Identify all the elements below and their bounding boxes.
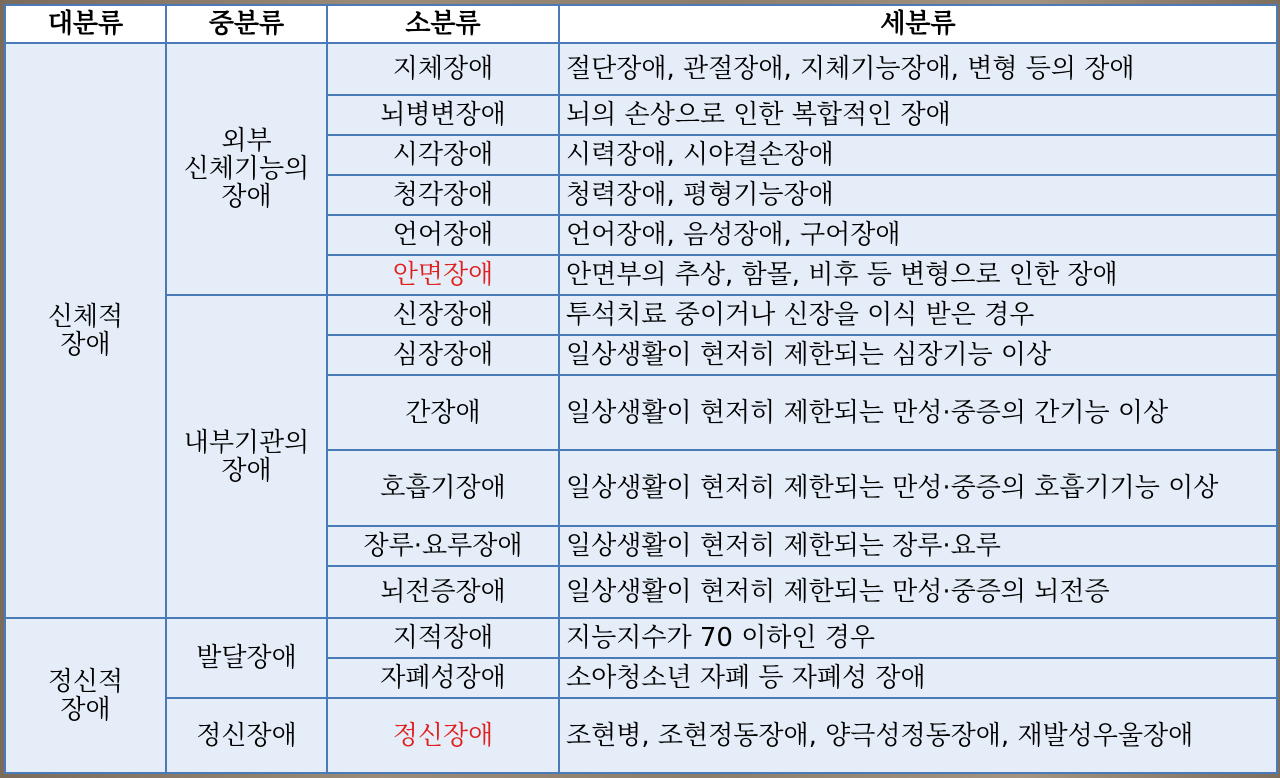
sub-cell: 뇌병변장애	[327, 95, 559, 135]
detail-cell: 안면부의 추상, 함몰, 비후 등 변형으로 인한 장애	[559, 255, 1277, 295]
sub-cell: 뇌전증장애	[327, 566, 559, 618]
sub-cell: 심장장애	[327, 335, 559, 375]
detail-cell: 투석치료 중이거나 신장을 이식 받은 경우	[559, 295, 1277, 335]
detail-cell: 뇌의 손상으로 인한 복합적인 장애	[559, 95, 1277, 135]
disability-classification-table	[4, 4, 1278, 774]
detail-cell: 일상생활이 현저히 제한되는 심장기능 이상	[559, 335, 1277, 375]
header-major: 대분류	[5, 5, 166, 43]
header-row	[5, 5, 1277, 43]
sub-cell-highlighted: 안면장애	[327, 255, 559, 295]
group-psychiatric: 정신장애	[166, 698, 327, 773]
header-detail: 세분류	[559, 5, 1277, 43]
detail-cell: 언어장애, 음성장애, 구어장애	[559, 215, 1277, 255]
detail-cell: 시력장애, 시야결손장애	[559, 135, 1277, 175]
table-row	[5, 43, 1277, 95]
detail-cell: 일상생활이 현저히 제한되는 만성·중증의 호흡기기능 이상	[559, 450, 1277, 526]
sub-cell: 언어장애	[327, 215, 559, 255]
detail-cell: 지능지수가 70 이하인 경우	[559, 618, 1277, 658]
group-external: 외부 신체기능의 장애	[166, 43, 327, 295]
detail-cell: 일상생활이 현저히 제한되는 만성·중증의 간기능 이상	[559, 375, 1277, 450]
detail-cell: 소아청소년 자폐 등 자폐성 장애	[559, 658, 1277, 698]
sub-cell: 청각장애	[327, 175, 559, 215]
sub-cell: 장루·요루장애	[327, 526, 559, 566]
detail-cell: 조현병, 조현정동장애, 양극성정동장애, 재발성우울장애	[559, 698, 1277, 773]
sub-cell: 자폐성장애	[327, 658, 559, 698]
sub-cell: 간장애	[327, 375, 559, 450]
group-physical: 신체적 장애	[5, 43, 166, 618]
sub-cell: 지체장애	[327, 43, 559, 95]
table-row	[5, 295, 1277, 335]
group-mental: 정신적 장애	[5, 618, 166, 773]
detail-cell: 일상생활이 현저히 제한되는 만성·중증의 뇌전증	[559, 566, 1277, 618]
header-minor: 소분류	[327, 5, 559, 43]
sub-cell: 신장장애	[327, 295, 559, 335]
group-internal: 내부기관의 장애	[166, 295, 327, 618]
detail-cell: 청력장애, 평형기능장애	[559, 175, 1277, 215]
detail-cell: 일상생활이 현저히 제한되는 장루·요루	[559, 526, 1277, 566]
header-middle: 중분류	[166, 5, 327, 43]
sub-cell: 시각장애	[327, 135, 559, 175]
table-row	[5, 618, 1277, 658]
sub-cell: 지적장애	[327, 618, 559, 658]
detail-cell: 절단장애, 관절장애, 지체기능장애, 변형 등의 장애	[559, 43, 1277, 95]
sub-cell-highlighted: 정신장애	[327, 698, 559, 773]
sub-cell: 호흡기장애	[327, 450, 559, 526]
table-row	[5, 698, 1277, 773]
group-developmental: 발달장애	[166, 618, 327, 698]
